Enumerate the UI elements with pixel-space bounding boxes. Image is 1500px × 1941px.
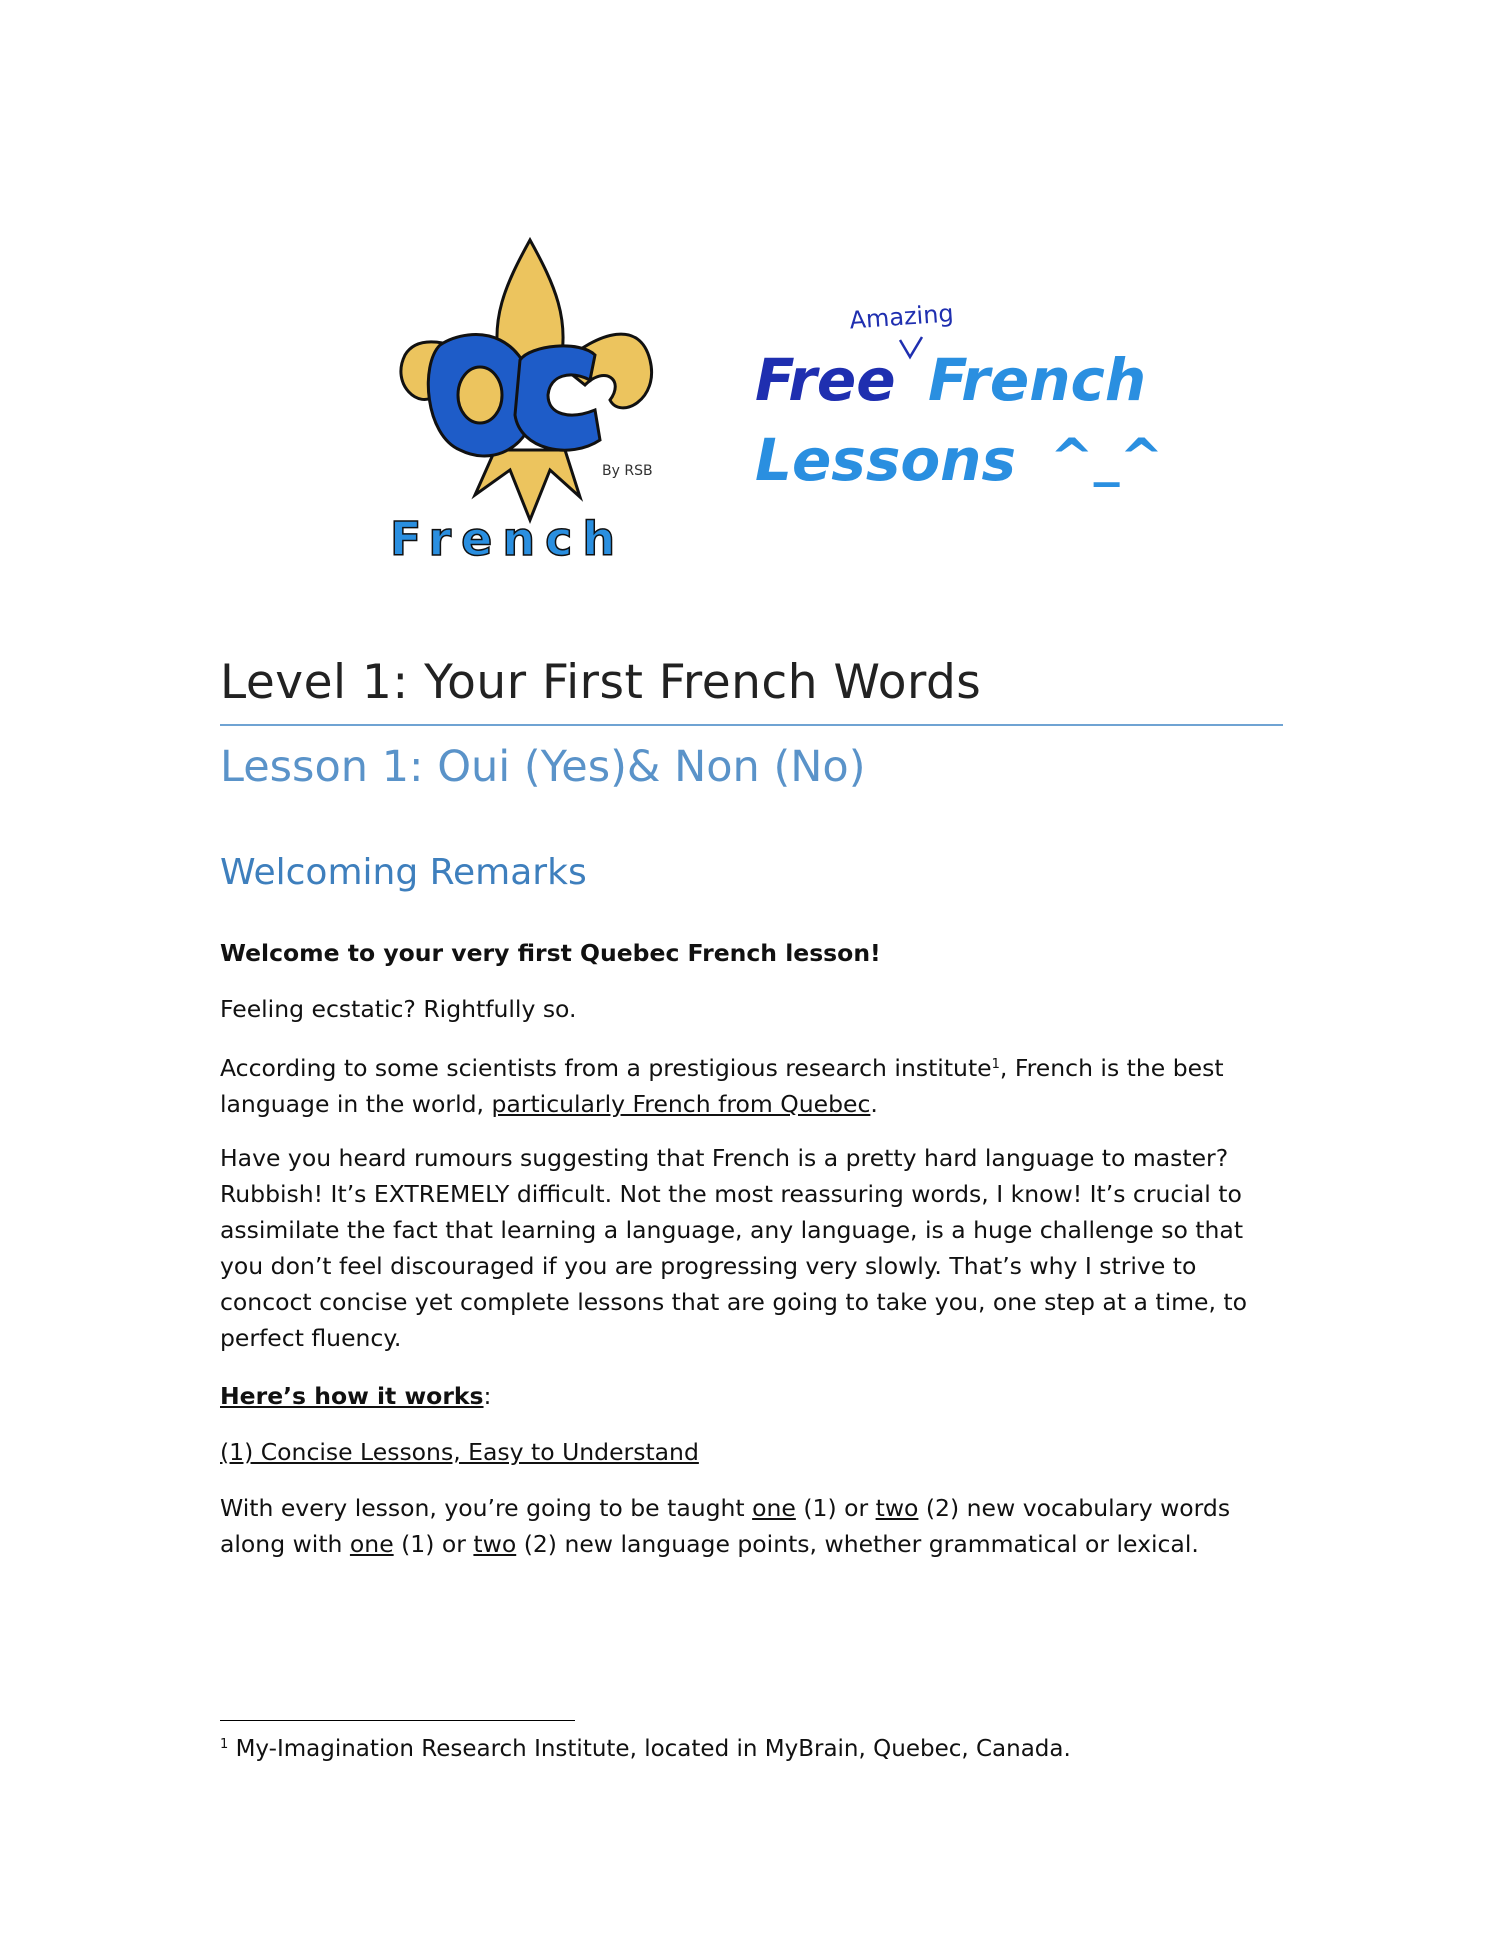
caret-icon: [900, 337, 922, 357]
footnote-separator: [220, 1720, 575, 1721]
welcome-line: Welcome to your very first Quebec French lesson!: [220, 939, 881, 967]
logo-free-word: Free: [755, 346, 896, 414]
vocab-text-e: (2) new language points, whether grammatical or lexical.: [516, 1530, 1199, 1558]
vocab-two-2: two: [473, 1530, 517, 1558]
footnote-marker: 1: [220, 1737, 229, 1752]
vocabulary-paragraph: [220, 1490, 1280, 1562]
difficulty-paragraph: Have you heard rumours suggesting that French is a pretty hard language to master? Rubbish! It’s EXTREMELY difficult. Not the most reassuring words, I know! It’s crucial to assimilate the fact that learning a language, any language, is a huge challenge so that you don’t feel discouraged if you are progressing very slowly. That’s why I strive to concoct concise yet complete lessons that are going to take you, one step at a time, to perfect fluency.: [220, 1144, 1248, 1352]
how-it-works-heading: [220, 1378, 1290, 1414]
title-rule: [220, 724, 1283, 726]
vocab-one-1: one: [752, 1494, 796, 1522]
vocab-text-c: (2) new vocabulary words along with: [220, 1494, 1231, 1558]
logo-signature: By RSB: [602, 463, 653, 479]
vocab-text-d: (1) or: [393, 1530, 474, 1558]
footnote-text: My-Imagination Research Institute, located in MyBrain, Quebec, Canada.: [228, 1736, 1071, 1762]
concise-lessons-subheading: (1) Concise Lessons, Easy to Understand: [220, 1438, 699, 1466]
how-it-works-colon: :: [483, 1382, 492, 1410]
how-it-works-label: Here’s how it works: [220, 1382, 484, 1410]
qc-french-logo: [380, 235, 680, 585]
vocab-two-1: two: [875, 1494, 919, 1522]
section-title: Welcoming Remarks: [220, 852, 587, 893]
vocab-text-a: With every lesson, you’re going to be taught: [220, 1494, 753, 1522]
logo-french-word: French: [928, 346, 1147, 414]
logo-lessons-word: Lessons: [755, 426, 1016, 494]
footnote-reference[interactable]: 1: [991, 1057, 1000, 1072]
quebec-emphasis: particularly French from Quebec: [491, 1090, 871, 1118]
logo-insert-word: Amazing: [848, 299, 955, 335]
lesson-title: Lesson 1: Oui (Yes)& Non (No): [220, 742, 866, 792]
research-paragraph: [220, 1047, 1290, 1122]
level-title: Level 1: Your First French Words: [220, 655, 982, 710]
research-text-c: .: [870, 1090, 878, 1118]
vocab-text-b: (1) or: [795, 1494, 876, 1522]
feeling-line: Feeling ecstatic? Rightfully so.: [220, 995, 577, 1023]
research-text-a: According to some scientists from a prestigious research institute: [220, 1054, 992, 1082]
vocab-one-2: one: [349, 1530, 394, 1558]
free-french-lessons-logo: [750, 295, 1210, 515]
research-text-b: , French is the best language in the world,: [220, 1054, 1224, 1118]
qc-letters: [428, 335, 600, 456]
footnote: [220, 1736, 1071, 1762]
logo-french-caption: French: [390, 512, 626, 566]
logo-emoticon: ^_^: [1050, 428, 1164, 488]
